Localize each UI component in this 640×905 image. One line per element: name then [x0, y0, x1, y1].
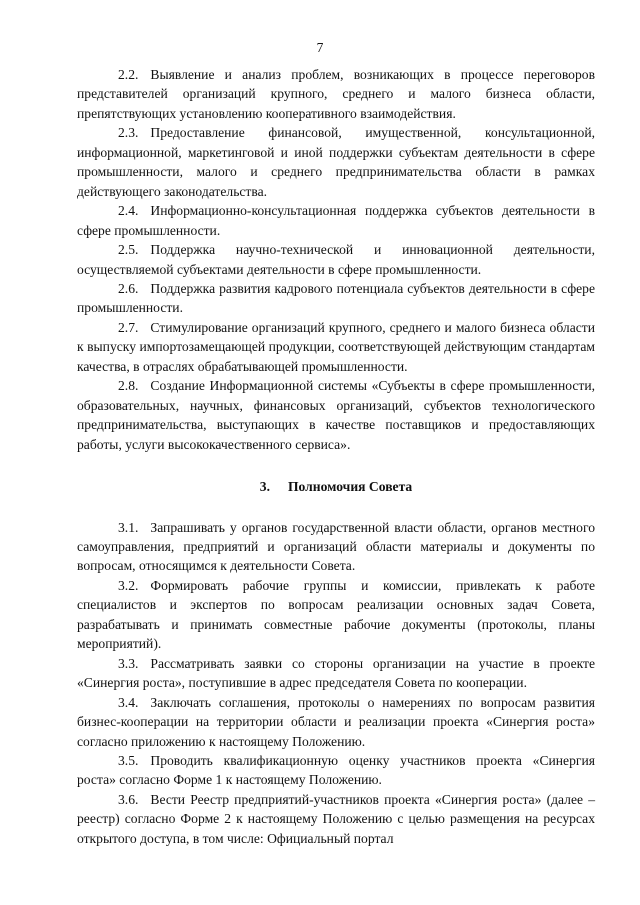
paragraph-2-8	[77, 376, 595, 454]
paragraph-2-4	[77, 201, 595, 240]
item-text: Информационно-консультационная поддержка субъектов деятельности в сфере промышленности.	[77, 203, 595, 238]
item-text: Формировать рабочие группы и комиссии, привлекать к работе специалистов и экспертов по вопросам реализации основных задач Совета, разрабатывать и принимать совместные рабочие документы (протоколы, планы мероприятий).	[77, 577, 595, 652]
section-2-list	[77, 65, 595, 454]
paragraph-2-7	[77, 318, 595, 376]
item-number: 2.4.	[118, 203, 139, 219]
paragraph-2-5	[77, 240, 595, 279]
section-3-list	[77, 518, 595, 849]
item-number: 2.6.	[118, 280, 139, 296]
item-text: Создание Информационной системы «Субъекты в сфере промышленности, образовательных, научных, финансовых организаций, субъектов технологического предпринимательства, выступающих в качестве поставщиков и предоставляющих работы, услуги высококачественного сервиса».	[77, 378, 595, 452]
paragraph-2-2	[77, 65, 595, 123]
item-text: Проводить квалификационную оценку участников проекта «Синергия роста» согласно Форме 1 к настоящему Положению.	[77, 752, 595, 788]
paragraph-2-3	[77, 123, 595, 201]
item-number: 3.6.	[118, 791, 139, 807]
item-number: 3.5.	[118, 752, 139, 768]
paragraph-3-3	[77, 654, 595, 693]
item-text: Заключать соглашения, протоколы о намерениях по вопросам развития бизнес-кооперации на территории области и реализации проекта «Синергия роста» согласно приложению к настоящему Положению.	[77, 694, 595, 749]
item-text: Поддержка развития кадрового потенциала субъектов деятельности в сфере промышленности.	[77, 280, 595, 316]
item-text: Выявление и анализ проблем, возникающих в процессе переговоров представителей организаций крупного, среднего и малого бизнеса области, препятствующих установлению кооперативного взаимодействия.	[77, 67, 595, 121]
item-number: 2.8.	[118, 378, 139, 394]
paragraph-3-4	[77, 693, 595, 751]
paragraph-2-6	[77, 279, 595, 318]
item-text: Запрашивать у органов государственной власти области, органов местного самоуправления, предприятий и организаций области материалы и документы по вопросам, относящимся к деятельности Совета.	[77, 519, 595, 574]
section-number: 3.	[259, 479, 270, 495]
section-3-heading	[77, 477, 595, 496]
item-number: 3.4.	[118, 694, 139, 710]
item-text: Стимулирование организаций крупного, среднего и малого бизнеса области к выпуску импортозамещающей продукции, соответствующей действующим стандартам качества, в отраслях обрабатывающей промышленности.	[77, 319, 595, 374]
section-title: Полномочия Совета	[287, 479, 413, 495]
item-number: 2.5.	[118, 242, 139, 258]
paragraph-3-6	[77, 790, 595, 848]
paragraph-3-2	[77, 576, 595, 654]
paragraph-3-1	[77, 518, 595, 576]
paragraph-3-5	[77, 751, 595, 790]
item-number: 2.3.	[118, 125, 139, 141]
item-text: Предоставление финансовой, имущественной, консультационной, информационной, маркетинговой и иной поддержки субъектам деятельности в сфере промышленности, малого и среднего предпринимательства области в рамках действующего законодательства.	[77, 125, 595, 199]
item-text: Рассматривать заявки со стороны организации на участие в проекте «Синергия роста», поступившие в адрес председателя Совета по кооперации.	[77, 655, 595, 691]
item-number: 2.2.	[118, 67, 139, 82]
item-number: 3.3.	[118, 655, 139, 671]
item-text: Вести Реестр предприятий-участников проекта «Синергия роста» (далее – реестр) согласно Форме 2 к настоящему Положению с целью размещения на ресурсах открытого доступа, в том числе: Официальный портал	[77, 791, 595, 846]
item-number: 2.7.	[118, 319, 139, 335]
document-body	[77, 65, 595, 848]
page-number: 7	[316, 40, 324, 55]
item-number: 3.1.	[118, 519, 139, 535]
item-text: Поддержка научно-технической и инновационной деятельности, осуществляемой субъектами деятельности в сфере промышленности.	[77, 242, 595, 277]
item-number: 3.2.	[118, 577, 139, 593]
